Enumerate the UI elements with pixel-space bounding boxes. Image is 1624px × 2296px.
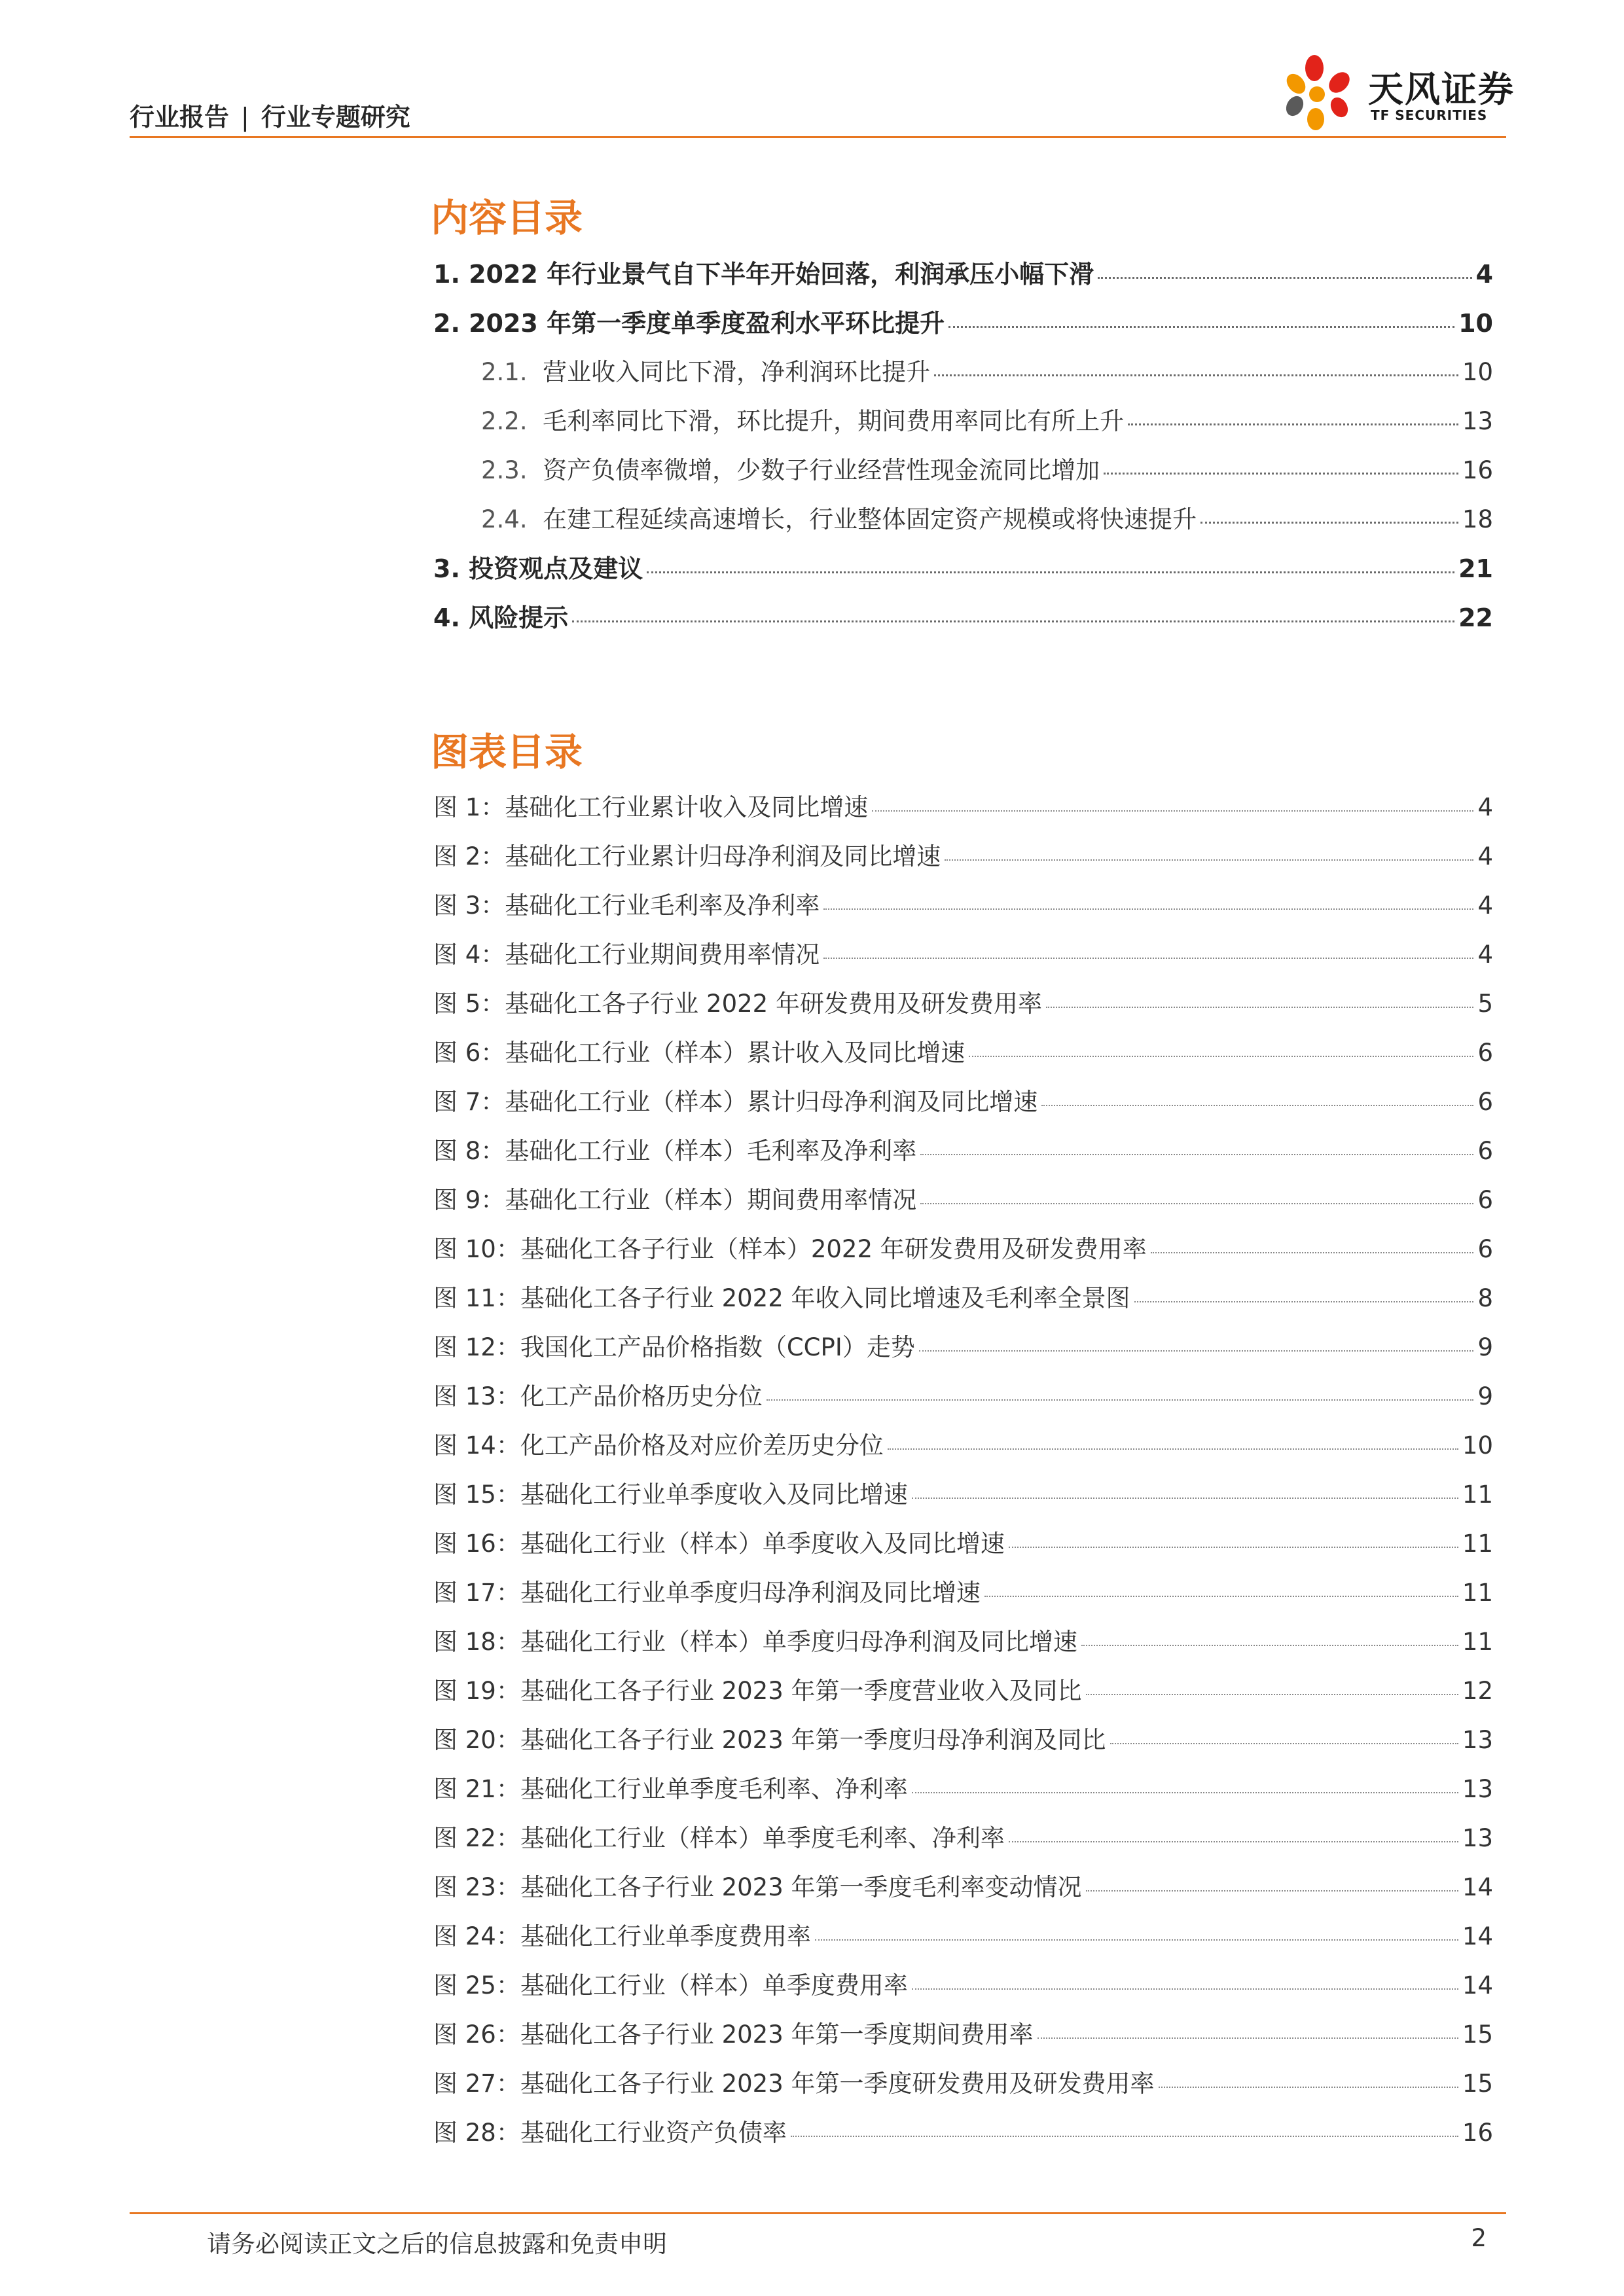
figure-entry-label: 图 27：基础化工各子行业 2023 年第一季度研发费用及研发费用率 [433,2070,1155,2098]
figure-entry-page: 14 [1462,1922,1493,1950]
toc-leader-dots [1134,1301,1474,1302]
toc-leader-dots [1151,1252,1474,1253]
footer-disclaimer: 请务必阅读正文之后的信息披露和免责申明 [207,2230,667,2258]
header-divider-line [130,136,1506,138]
toc-leader-dots [767,1399,1474,1401]
report-category: 行业报告 [130,103,230,132]
figure-entry[interactable] [433,787,1493,823]
toc-subentry-number: 2.3. [481,456,528,484]
figure-entry-label: 图 21：基础化工行业单季度毛利率、净利率 [433,1775,908,1803]
figure-entry-label: 图 14：化工产品价格及对应价差历史分位 [433,1431,884,1460]
figure-entry-page: 6 [1477,1137,1493,1165]
figure-entry[interactable] [433,1524,1493,1559]
figure-entry-label: 图 8：基础化工行业（样本）毛利率及净利率 [433,1137,917,1165]
toc-subentry-label: 毛利率同比下滑，环比提升，期间费用率同比有所上升 [543,407,1125,435]
figure-entry-label: 图 25：基础化工行业（样本）单季度费用率 [433,1971,908,2000]
toc-entry-page: 21 [1458,554,1493,583]
figure-entry-page: 11 [1462,1480,1493,1509]
toc-subentry-number: 2.4. [481,505,528,533]
toc-leader-dots [912,1988,1458,1990]
figure-entry-label: 图 3：基础化工行业毛利率及净利率 [433,891,820,920]
toc-subentry-label: 资产负债率微增，少数子行业经营性现金流同比增加 [543,456,1100,484]
toc-leader-dots [948,326,1454,328]
figure-entry-page: 5 [1477,990,1493,1018]
figure-entry-page: 12 [1462,1677,1493,1705]
toc-leader-dots [1081,1645,1458,1646]
figure-entry-label: 图 1：基础化工行业累计收入及同比增速 [433,793,869,821]
figure-entry-page: 8 [1477,1284,1493,1312]
figure-entry[interactable] [433,1033,1493,1068]
figure-entry-page: 11 [1462,1579,1493,1607]
toc-leader-dots [1009,1547,1458,1548]
figure-entry[interactable] [433,1327,1493,1363]
figure-entry[interactable] [433,1720,1493,1755]
figure-entry-page: 4 [1477,891,1493,920]
toc-leader-dots [872,810,1473,812]
figure-entry-label: 图 16：基础化工行业（样本）单季度收入及同比增速 [433,1530,1005,1558]
figure-entry[interactable] [433,2064,1493,2099]
figure-entry[interactable] [433,836,1493,872]
toc-leader-dots [919,1350,1474,1352]
figure-entry[interactable] [433,1131,1493,1166]
toc-leader-dots [1041,1105,1473,1106]
figure-entry-page: 6 [1477,1039,1493,1067]
toc-subentry[interactable] [481,352,1493,387]
figure-entry-label: 图 11：基础化工各子行业 2022 年收入同比增速及毛利率全景图 [433,1284,1130,1312]
toc-subentry[interactable] [481,499,1493,535]
toc-leader-dots [1128,423,1458,425]
figure-entry[interactable] [433,1671,1493,1706]
toc-leader-dots [920,1154,1473,1155]
figure-entry-page: 11 [1462,1530,1493,1558]
figure-entry-label: 图 2：基础化工行业累计归母净利润及同比增速 [433,842,941,870]
footer-divider-line [130,2212,1506,2214]
figure-entry-label: 图 19：基础化工各子行业 2023 年第一季度营业收入及同比 [433,1677,1082,1705]
figure-entry-page: 13 [1462,1726,1493,1754]
figure-entry-page: 11 [1462,1628,1493,1656]
figure-entry-label: 图 23：基础化工各子行业 2023 年第一季度毛利率变动情况 [433,1873,1082,1901]
figure-entry[interactable] [433,2015,1493,2050]
figure-entry[interactable] [433,1229,1493,1265]
toc-leader-dots [912,1498,1458,1499]
figure-entry-label: 图 5：基础化工各子行业 2022 年研发费用及研发费用率 [433,990,1042,1018]
toc-entry-label: 2. 2023 年第一季度单季度盈利水平环比提升 [433,309,945,338]
figure-entry-page: 6 [1477,1186,1493,1214]
figure-entry-page: 14 [1462,1971,1493,2000]
figure-entry-page: 13 [1462,1824,1493,1852]
toc-leader-dots [984,1596,1458,1597]
figure-entry[interactable] [433,1867,1493,1903]
figure-entry-page: 13 [1462,1775,1493,1803]
toc-leader-dots [1200,522,1458,524]
figure-entry[interactable] [433,1278,1493,1314]
figure-entry-page: 10 [1462,1431,1493,1460]
figure-entry[interactable] [433,935,1493,970]
figure-entry-label: 图 18：基础化工行业（样本）单季度归母净利润及同比增速 [433,1628,1077,1656]
figure-entry-page: 6 [1477,1235,1493,1263]
toc-leader-dots [1086,1890,1458,1892]
figure-entry-label: 图 20：基础化工各子行业 2023 年第一季度归母净利润及同比 [433,1726,1106,1754]
figure-entry[interactable] [433,1082,1493,1117]
toc-leader-dots [1104,473,1458,475]
tf-securities-logo [1276,51,1515,136]
toc-leader-dots [1098,277,1471,279]
toc-leader-dots [945,859,1473,861]
toc-leader-dots [1110,1743,1458,1744]
figures-title: 图表目录 [431,730,583,774]
toc-entry[interactable] [433,598,1493,634]
header-divider: | [241,103,249,132]
toc-subentry-page: 16 [1462,456,1493,484]
toc-leader-dots [823,958,1473,959]
toc-leader-dots [912,1792,1458,1793]
figure-entry-label: 图 26：基础化工各子行业 2023 年第一季度期间费用率 [433,2020,1034,2049]
figure-entry[interactable] [433,886,1493,921]
figure-entry[interactable] [433,1376,1493,1412]
toc-entry-label: 4. 风险提示 [433,603,569,632]
figure-entry[interactable] [433,984,1493,1019]
figure-entry[interactable] [433,1965,1493,2001]
figure-entry-label: 图 28：基础化工行业资产负债率 [433,2119,787,2147]
figure-entry-page: 15 [1462,2020,1493,2049]
toc-leader-dots [888,1448,1458,1450]
toc-subentry-page: 18 [1462,505,1493,533]
toc-subentry-label: 在建工程延续高速增长，行业整体固定资产规模或将快速提升 [543,505,1197,533]
toc-leader-dots [1009,1841,1458,1842]
figure-entry[interactable] [433,1180,1493,1215]
figure-entry-label: 图 17：基础化工行业单季度归母净利润及同比增速 [433,1579,981,1607]
toc-subentry-page: 10 [1462,358,1493,386]
contents-title: 内容目录 [431,196,583,240]
toc-entry-page: 22 [1458,603,1493,632]
figure-entry-label: 图 6：基础化工行业（样本）累计收入及同比增速 [433,1039,965,1067]
toc-entry-page: 10 [1458,309,1493,338]
flower-logo-icon [1276,51,1362,136]
toc-leader-dots [823,908,1473,910]
figure-entry[interactable] [433,1916,1493,1952]
toc-subentry-number: 2.2. [481,407,528,435]
toc-subentry-page: 13 [1462,407,1493,435]
figure-entry-label: 图 9：基础化工行业（样本）期间费用率情况 [433,1186,917,1214]
toc-entry[interactable] [433,254,1493,290]
toc-entry-label: 3. 投资观点及建议 [433,554,643,583]
toc-leader-dots [1159,2087,1458,2088]
figure-entry-label: 图 10：基础化工各子行业（样本）2022 年研发费用及研发费用率 [433,1235,1147,1263]
toc-leader-dots [934,374,1458,376]
figure-entry-label: 图 13：化工产品价格历史分位 [433,1382,763,1410]
report-subcategory: 行业专题研究 [261,103,410,132]
figure-entry-label: 图 12：我国化工产品价格指数（CCPI）走势 [433,1333,915,1361]
figure-entry-label: 图 22：基础化工行业（样本）单季度毛利率、净利率 [433,1824,1005,1852]
figure-entry[interactable] [433,1573,1493,1608]
figure-entry-page: 16 [1462,2119,1493,2147]
figure-entry-label: 图 24：基础化工行业单季度费用率 [433,1922,811,1950]
toc-leader-dots [791,2136,1458,2137]
figure-entry-page: 9 [1477,1333,1493,1361]
toc-leader-dots [572,620,1454,622]
figure-entry-page: 9 [1477,1382,1493,1410]
report-type-header [130,97,410,133]
figure-entry-page: 4 [1477,941,1493,969]
toc-subentry-number: 2.1. [481,358,528,386]
logo-chinese-name: 天风证券 [1368,69,1515,110]
toc-entry[interactable] [433,548,1493,584]
figure-entry-page: 4 [1477,793,1493,821]
figure-entry-page: 4 [1477,842,1493,870]
toc-leader-dots [815,1939,1458,1941]
figure-entry-label: 图 15：基础化工行业单季度收入及同比增速 [433,1480,908,1509]
figure-entry[interactable] [433,1426,1493,1461]
toc-leader-dots [1086,1694,1458,1695]
figure-entry-page: 14 [1462,1873,1493,1901]
figure-entry[interactable] [433,1818,1493,1854]
figure-entry[interactable] [433,1622,1493,1657]
figure-entry[interactable] [433,1769,1493,1804]
figure-entry-label: 图 7：基础化工行业（样本）累计归母净利润及同比增速 [433,1088,1038,1116]
figure-entry-page: 15 [1462,2070,1493,2098]
figure-entry[interactable] [433,2113,1493,2148]
toc-leader-dots [1038,2037,1458,2039]
toc-leader-dots [1046,1007,1473,1008]
toc-subentry[interactable] [481,401,1493,437]
toc-leader-dots [647,571,1454,573]
toc-entry-label: 1. 2022 年行业景气自下半年开始回落，利润承压小幅下滑 [433,260,1094,289]
logo-english-name: TF SECURITIES [1371,107,1488,123]
toc-subentry-label: 营业收入同比下滑，净利润环比提升 [543,358,931,386]
toc-entry[interactable] [433,303,1493,339]
toc-entry-page: 4 [1475,260,1493,289]
toc-subentry[interactable] [481,450,1493,486]
figure-entry-page: 6 [1477,1088,1493,1116]
toc-leader-dots [920,1203,1473,1204]
figure-entry-label: 图 4：基础化工行业期间费用率情况 [433,941,820,969]
toc-leader-dots [969,1056,1473,1057]
figure-entry[interactable] [433,1475,1493,1510]
page-number: 2 [1471,2224,1487,2252]
